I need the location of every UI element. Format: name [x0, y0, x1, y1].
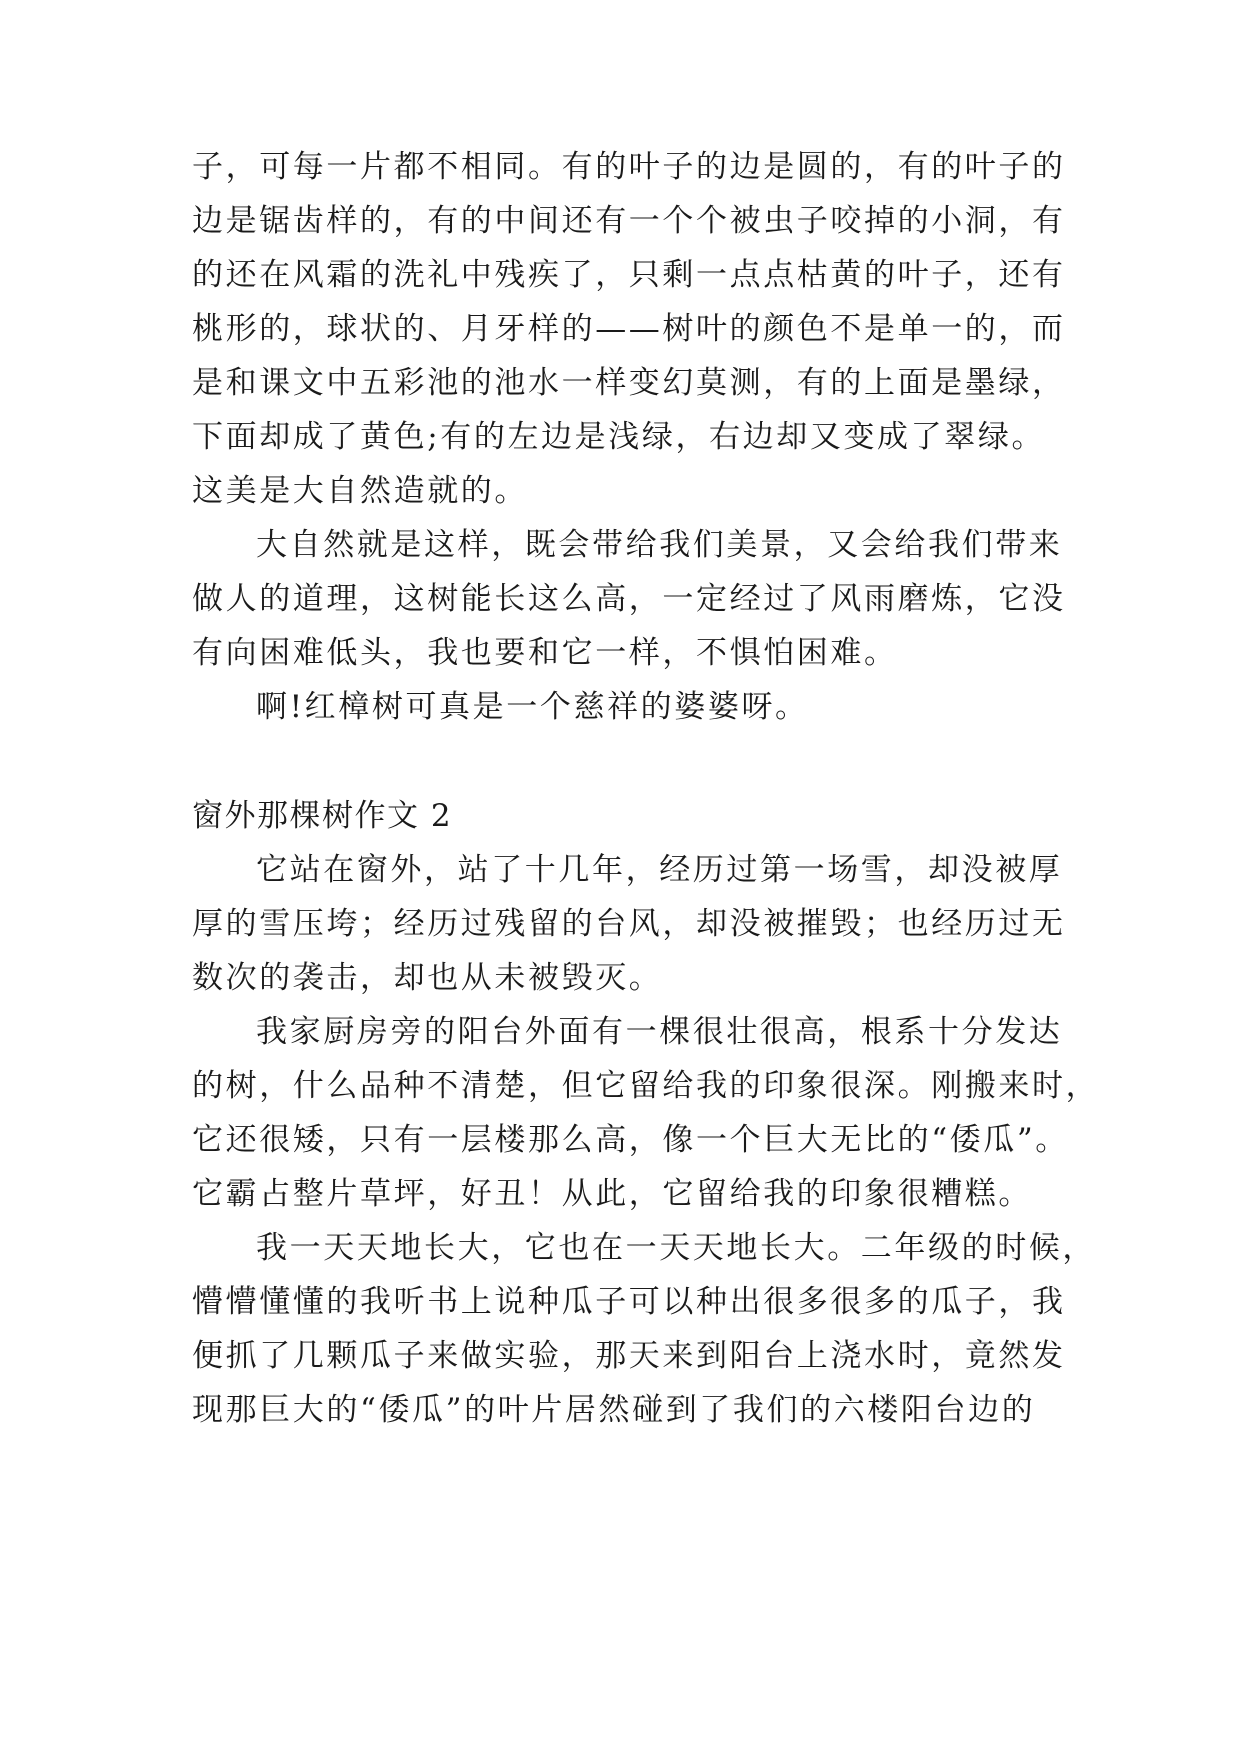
paragraph-line: 现那巨大的“倭瓜”的叶片居然碰到了我们的六楼阳台边的 [192, 1392, 1036, 1428]
paragraph-line: 这美是大自然造就的。 [192, 473, 528, 509]
paragraph-line: 它站在窗外，站了十几年，经历过第一场雪，却没被厚 [256, 852, 1063, 888]
paragraph-line: 啊!红樟树可真是一个慈祥的婆婆呀。 [256, 689, 809, 725]
paragraph-line: 数次的袭击，却也从未被毁灭。 [192, 960, 663, 996]
paragraph-line: 下面却成了黄色;有的左边是浅绿，右边却又变成了翠绿。 [192, 419, 1046, 455]
paragraph-line: 有向困难低头，我也要和它一样，不惧怕困难。 [192, 635, 898, 671]
paragraph-line: 的还在风霜的洗礼中残疾了，只剩一点点枯黄的叶子，还有 [192, 257, 1066, 293]
paragraph-line: 便抓了几颗瓜子来做实验，那天来到阳台上浇水时，竟然发 [192, 1338, 1066, 1374]
paragraph-line: 子，可每一片都不相同。有的叶子的边是圆的，有的叶子的 [192, 149, 1066, 185]
paragraph-line: 的树，什么品种不清楚，但它留给我的印象很深。刚搬来时， [192, 1068, 1100, 1104]
paragraph-line: 它还很矮，只有一层楼那么高，像一个巨大无比的“倭瓜”。 [192, 1122, 1069, 1158]
paragraph-line: 我家厨房旁的阳台外面有一棵很壮很高，根系十分发达 [256, 1014, 1063, 1050]
paragraph-line: 我一天天地长大，它也在一天天地长大。二年级的时候， [256, 1230, 1096, 1266]
paragraph-line: 桃形的，球状的、月牙样的——树叶的颜色不是单一的，而 [192, 311, 1066, 347]
paragraph-line: 边是锯齿样的，有的中间还有一个个被虫子咬掉的小洞，有 [192, 203, 1066, 239]
paragraph-line: 厚的雪压垮；经历过残留的台风，却没被摧毁；也经历过无 [192, 906, 1066, 942]
paragraph-line: 大自然就是这样，既会带给我们美景，又会给我们带来 [256, 527, 1063, 563]
essay-title: 窗外那棵树作文 2 [192, 798, 453, 834]
paragraph-line: 它霸占整片草坪，好丑！从此，它留给我的印象很糟糕。 [192, 1176, 1032, 1212]
paragraph-line: 懵懵懂懂的我听书上说种瓜子可以种出很多很多的瓜子，我 [192, 1284, 1066, 1320]
paragraph-line: 做人的道理，这树能长这么高，一定经过了风雨磨炼，它没 [192, 581, 1066, 617]
paragraph-line: 是和课文中五彩池的池水一样变幻莫测，有的上面是墨绿， [192, 365, 1066, 401]
